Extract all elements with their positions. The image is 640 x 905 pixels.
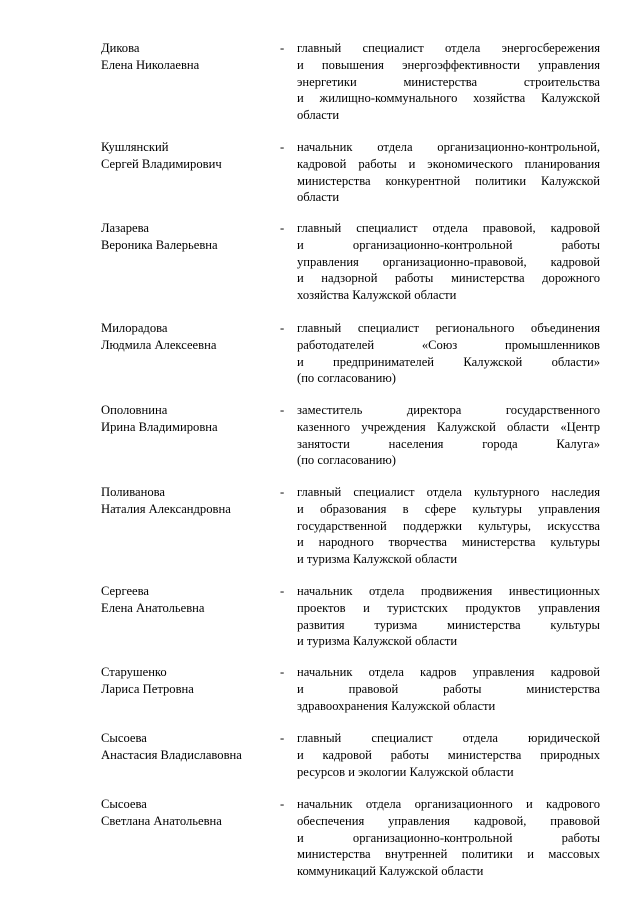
- member-given-names: Лариса Петровна: [101, 681, 194, 696]
- position-line: работодателей «Союз промышленников: [297, 337, 600, 352]
- member-given-names: Сергей Владимирович: [101, 156, 222, 171]
- member-name: [101, 730, 271, 764]
- member-position: [297, 220, 600, 304]
- member-surname: Сысоева: [101, 797, 147, 811]
- member-position: [297, 730, 600, 780]
- position-line: главный специалист отдела юридической: [297, 731, 600, 745]
- position-line: и жилищно-коммунального хозяйства Калужской: [297, 91, 600, 106]
- member-given-names: Ирина Владимировна: [101, 419, 218, 434]
- member-surname: Сысоева: [101, 731, 147, 745]
- position-line: проектов и туристских продуктов управления: [297, 600, 600, 615]
- separator-dash: -: [280, 321, 285, 335]
- separator-dash: -: [280, 485, 285, 499]
- member-surname: Милорадова: [101, 321, 168, 335]
- position-line: начальник отдела продвижения инвестиционных: [297, 584, 600, 598]
- member-name: [101, 220, 271, 254]
- separator-dash: -: [280, 140, 285, 154]
- separator-dash: -: [280, 731, 285, 745]
- separator-dash: -: [280, 584, 285, 598]
- member-name: [101, 583, 271, 617]
- member-given-names: Наталия Александровна: [101, 501, 231, 516]
- position-line: государственной поддержки культуры, искусства: [297, 518, 600, 533]
- member-surname: Старушенко: [101, 665, 167, 679]
- position-line: энергетики министерства строительства: [297, 74, 600, 89]
- member-given-names: Елена Анатольевна: [101, 600, 205, 615]
- position-line: и надзорной работы министерства дорожного: [297, 271, 600, 286]
- separator-dash: -: [280, 665, 285, 679]
- position-line: главный специалист отдела культурного наследия: [297, 485, 600, 499]
- position-line: главный специалист регионального объединения: [297, 321, 600, 335]
- member-position: [297, 40, 600, 124]
- position-line: и туризма Калужской области: [297, 552, 458, 567]
- member-given-names: Вероника Валерьевна: [101, 237, 218, 252]
- member-name: [101, 484, 271, 518]
- position-line: и повышения энергоэффективности управления: [297, 57, 600, 72]
- position-line: главный специалист отдела правовой, кадровой: [297, 221, 600, 235]
- member-name: [101, 40, 271, 74]
- position-line: и образования в сфере культуры управления: [297, 501, 600, 516]
- member-name: [101, 139, 271, 173]
- member-position: [297, 320, 600, 387]
- position-line: области: [297, 190, 340, 205]
- position-line: хозяйства Калужской области: [297, 288, 457, 303]
- position-line: ресурсов и экологии Калужской области: [297, 764, 514, 779]
- position-line: занятости населения города Калуга»: [297, 436, 600, 451]
- member-name: [101, 796, 271, 830]
- member-position: [297, 583, 600, 650]
- position-line: начальник отдела кадров управления кадровой: [297, 665, 600, 679]
- member-position: [297, 484, 600, 568]
- position-line: и народного творчества министерства культуры: [297, 535, 600, 550]
- position-line: здравоохранения Калужской области: [297, 698, 496, 713]
- member-surname: Сергеева: [101, 584, 149, 598]
- position-line: области: [297, 108, 340, 123]
- position-line: (по согласованию): [297, 453, 397, 468]
- member-name: [101, 402, 271, 436]
- position-line: и кадровой работы министерства природных: [297, 747, 600, 762]
- position-line: заместитель директора государственного: [297, 403, 600, 417]
- position-line: главный специалист отдела энергосбережения: [297, 41, 600, 55]
- member-name: [101, 320, 271, 354]
- member-given-names: Светлана Анатольевна: [101, 813, 222, 828]
- member-surname: Поливанова: [101, 485, 166, 499]
- separator-dash: -: [280, 41, 285, 55]
- position-line: министерства конкурентной политики Калужской: [297, 173, 600, 188]
- position-line: коммуникаций Калужской области: [297, 864, 484, 879]
- member-surname: Дикова: [101, 41, 140, 55]
- member-position: [297, 664, 600, 714]
- separator-dash: -: [280, 797, 285, 811]
- position-line: начальник отдела организационно-контрольной,: [297, 140, 600, 154]
- member-position: [297, 402, 600, 469]
- member-given-names: Людмила Алексеевна: [101, 337, 217, 352]
- position-line: казенного учреждения Калужской области «Центр: [297, 419, 600, 434]
- position-line: и предпринимателей Калужской области»: [297, 354, 600, 369]
- position-line: управления организационно-правовой, кадровой: [297, 254, 600, 269]
- separator-dash: -: [280, 403, 285, 417]
- position-line: и организационно-контрольной работы: [297, 830, 600, 845]
- member-surname: Кушлянский: [101, 140, 169, 154]
- position-line: (по согласованию): [297, 371, 397, 386]
- member-name: [101, 664, 271, 698]
- position-line: и правовой работы министерства: [297, 681, 600, 696]
- position-line: кадровой работы и экономического планирования: [297, 156, 600, 171]
- position-line: министерства внутренней политики и массовых: [297, 847, 600, 862]
- member-given-names: Елена Николаевна: [101, 57, 200, 72]
- position-line: обеспечения управления кадровой, правовой: [297, 813, 600, 828]
- separator-dash: -: [280, 221, 285, 235]
- position-line: и организационно-контрольной работы: [297, 237, 600, 252]
- member-given-names: Анастасия Владиславовна: [101, 747, 242, 762]
- position-line: и туризма Калужской области: [297, 634, 458, 649]
- position-line: начальник отдела организационного и кадрового: [297, 797, 600, 811]
- position-line: развития туризма министерства культуры: [297, 617, 600, 632]
- member-surname: Лазарева: [101, 221, 149, 235]
- member-position: [297, 796, 600, 880]
- member-surname: Ополовнина: [101, 403, 168, 417]
- member-position: [297, 139, 600, 206]
